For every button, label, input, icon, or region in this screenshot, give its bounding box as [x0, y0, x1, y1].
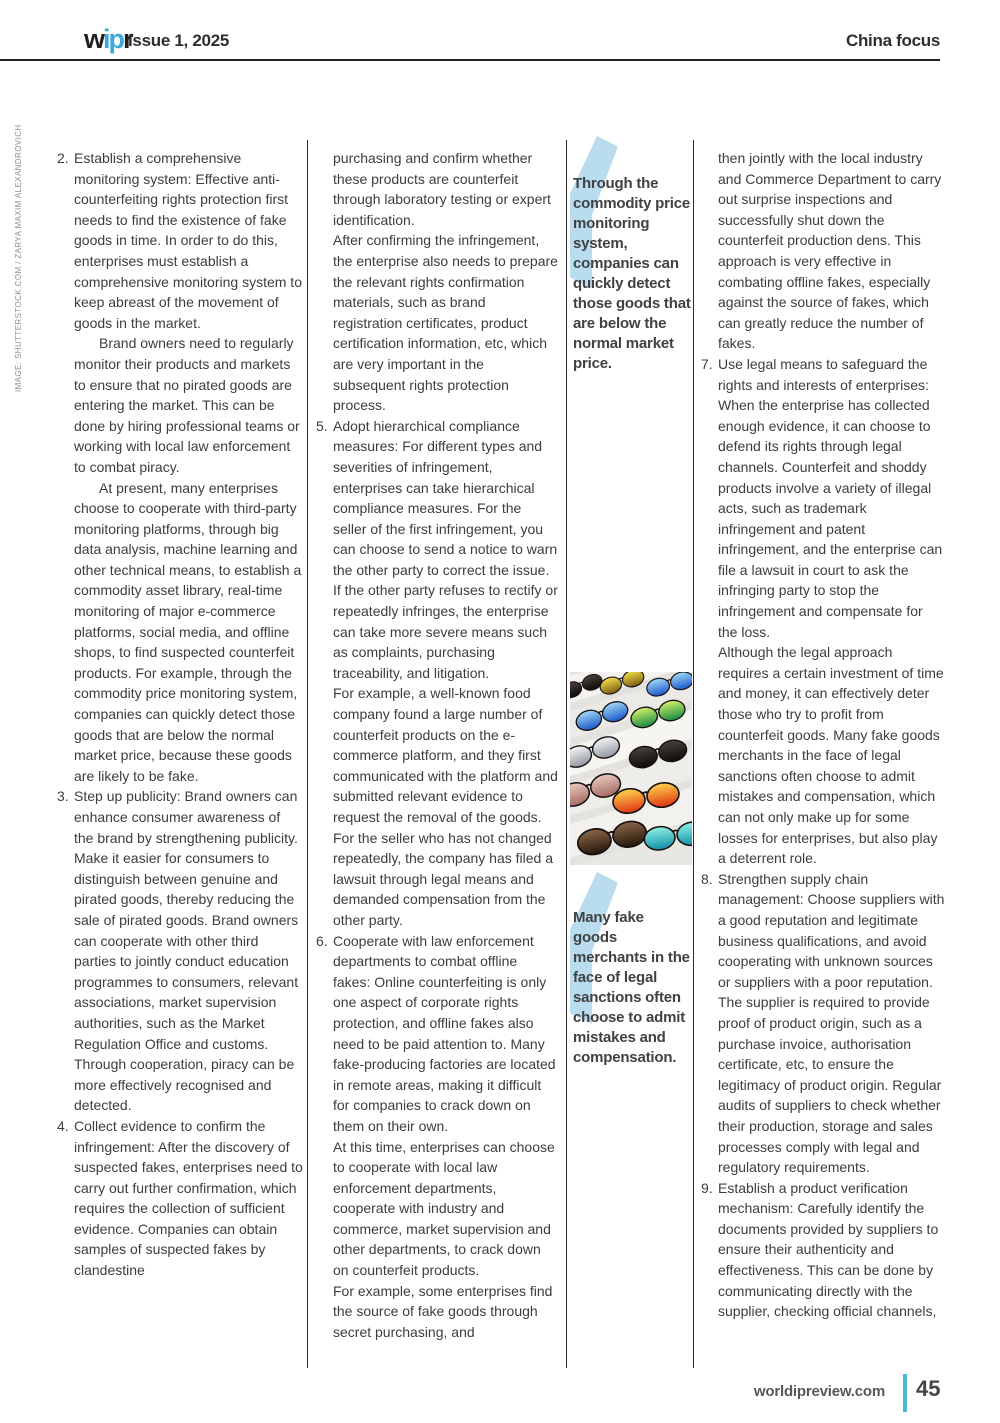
paragraph: Strengthen supply chain management: Choose suppliers with a good reputation and legitimate business qualifications, and avoid cooperating with unknown sources or suppliers with a poor reputation. The supplier is required to provide proof of product origin, such as a purchase invoice, authorisation certificate, etc, to ensure the legitimacy of product origin. Regular audits of suppliers to check whether their production, storage and sales processes comply with legal and regulatory requirements.	[718, 870, 945, 1176]
list-item	[57, 1116, 303, 1281]
paragraph: Adopt hierarchical compliance measures: For different types and severities of infringement, enterprises can take hierarchical compliance measures. For the seller of the first infringement, you can choose to send a notice to warn the other party to correct the issue. If the other party refuses to rectify or repeatedly infringes, the enterprise can take more severe means such as complaints, purchasing traceability, and litigation.	[333, 417, 558, 681]
paragraph: Step up publicity: Brand owners can enhance consumer awareness of the brand by strengthening publicity. Make it easier for consumers to distinguish between genuine and pirated goods, thereby reducing the sale of pirated goods. Brand owners can cooperate with other third parties to jointly conduct education programmes to consumers, relevant associations, market supervision authorities, such as the Market Regulation Office and customs. Through cooperation, piracy can be more effectively recognised and detected.	[74, 788, 299, 1114]
text-column-3	[701, 140, 946, 1368]
column-divider	[566, 140, 567, 1368]
column-divider	[693, 140, 694, 1368]
item-number: 7.	[701, 355, 713, 372]
item-number: 6.	[316, 932, 328, 949]
list-item	[57, 786, 303, 1116]
section-title: China focus	[846, 31, 940, 50]
paragraph: Use legal means to safeguard the rights and interests of enterprises: When the enterprise has collected enough evidence, it can choose to defend its rights through legal channels. Counterfeit and shoddy products involve a variety of illegal acts, such as trademark infringement and patent infringement, and the enterprise can file a lawsuit in court to ask the infringing party to stop the infringement and compensate for the loss.	[718, 355, 943, 640]
sunglasses-photo	[570, 672, 692, 865]
sunglasses-illustration	[570, 672, 692, 865]
item-number: 2.	[57, 150, 69, 166]
logo-letter-r: r	[123, 24, 132, 54]
page-number: 45	[916, 1376, 941, 1401]
paragraph: At this time, enterprises can choose to cooperate with local law enforcement departments, cooperate with industry and commerce, market supervision and other departments, to crack down on counterfeit products.	[333, 1138, 555, 1279]
paragraph: Establish a comprehensive monitoring system: Effective anti-counterfeiting rights protection first needs to find the existence of fake goods in time. In order to do this, enterprises must establish a comprehensive monitoring system to keep abreast of the movement of goods in the market.	[74, 150, 302, 331]
issue-label: Issue 1, 2025	[128, 31, 230, 50]
pull-quote: Through the commodity price monitoring system, companies can quickly detect those goods that are below the normal market price.	[573, 175, 691, 372]
column-divider	[307, 140, 308, 1368]
list-item	[701, 354, 946, 869]
paragraph: then jointly with the local industry and Commerce Department to carry out surprise inspections and successfully shut down the counterfeit production dens. This approach is very effective in combating offline fakes, especially against the source of fakes, which can greatly reduce the number of fakes.	[718, 150, 942, 352]
paragraph: Establish a product verification mechanism: Carefully identify the documents provided by suppliers to ensure their authenticity and effectiveness. This can be done by communicating directly with the supplier, checking official channels,	[718, 1179, 939, 1320]
paragraph: purchasing and confirm whether these products are counterfeit through laboratory testing or expert identification.	[333, 150, 551, 228]
header-rule	[0, 59, 940, 61]
list-item	[316, 931, 558, 1343]
item-number: 3.	[57, 788, 69, 805]
list-item	[701, 1178, 946, 1322]
item-number: 5.	[316, 417, 328, 434]
item-number: 9.	[701, 1179, 713, 1196]
image-credit: IMAGE: SHUTTERSTOCK.COM / ZARYA MAXIM ALEXANDROVICH	[14, 124, 23, 392]
paragraph: At present, many enterprises choose to cooperate with third-party monitoring platforms, through big data analysis, machine learning and other technical means, to establish a commodity asset library, real-time monitoring of major e-commerce platforms, social media, and offline shops, to find suspected counterfeit products. For example, through the commodity price monitoring system, companies can quickly detect those goods that are below the normal market price, because these goods are likely to be fake.	[74, 479, 302, 784]
list-item	[57, 148, 303, 786]
site-url: worldipreview.com	[753, 1383, 885, 1400]
text-column-2	[316, 140, 558, 1368]
list-item	[316, 416, 558, 931]
paragraph: Cooperate with law enforcement departments to combat offline fakes: Online counterfeiting is only one aspect of corporate rights protection, and offline fakes also need to be paid attention to. Many fake-producing factories are located in remote areas, making it difficult for companies to crack down on them on their own.	[333, 932, 556, 1134]
logo-letters-ip: ip	[103, 24, 124, 54]
item-number: 4.	[57, 1117, 69, 1134]
pull-quote: Many fake goods merchants in the face of legal sanctions often choose to admit mistakes and compensation.	[573, 909, 690, 1066]
list-item	[701, 148, 946, 354]
footer-accent-bar	[903, 1374, 907, 1412]
paragraph: For example, some enterprises find the source of fake goods through secret purchasing, and	[333, 1282, 553, 1340]
paragraph: Brand owners need to regularly monitor their products and markets to ensure that no pirated goods are entering the market. This can be done by hiring professional teams or working with local law enforcement to combat piracy.	[74, 335, 300, 475]
text-column-1	[57, 140, 303, 1368]
list-item	[316, 148, 558, 416]
paragraph: After confirming the infringement, the enterprise also needs to prepare the relevant rights confirmation materials, such as brand registration certificates, product certification information, etc, which are very important in the subsequent rights protection process.	[333, 232, 558, 414]
item-number: 8.	[701, 870, 713, 887]
logo-letter-w: w	[84, 24, 104, 54]
paragraph: For example, a well-known food company found a large number of counterfeit products on the e-commerce platform, and they first communicated with the platform and submitted relevant evidence to request the removal of the goods. For the seller who has not changed repeatedly, the company has filed a lawsuit through legal means and demanded compensation from the other party.	[333, 685, 558, 928]
list-item	[701, 869, 946, 1178]
paragraph: Collect evidence to confirm the infringement: After the discovery of suspected fakes, enterprises need to carry out further confirmation, which requires the collection of sufficient evidence. Companies can obtain samples of suspected fakes by clandestine	[74, 1117, 303, 1279]
paragraph: Although the legal approach requires a certain investment of time and money, it can effectively deter those who try to profit from counterfeit goods. Many fake goods merchants in the face of legal sanctions often choose to admit mistakes and compensation, which can not only make up for some losses for enterprises, but also play a deterrent role.	[718, 644, 944, 867]
